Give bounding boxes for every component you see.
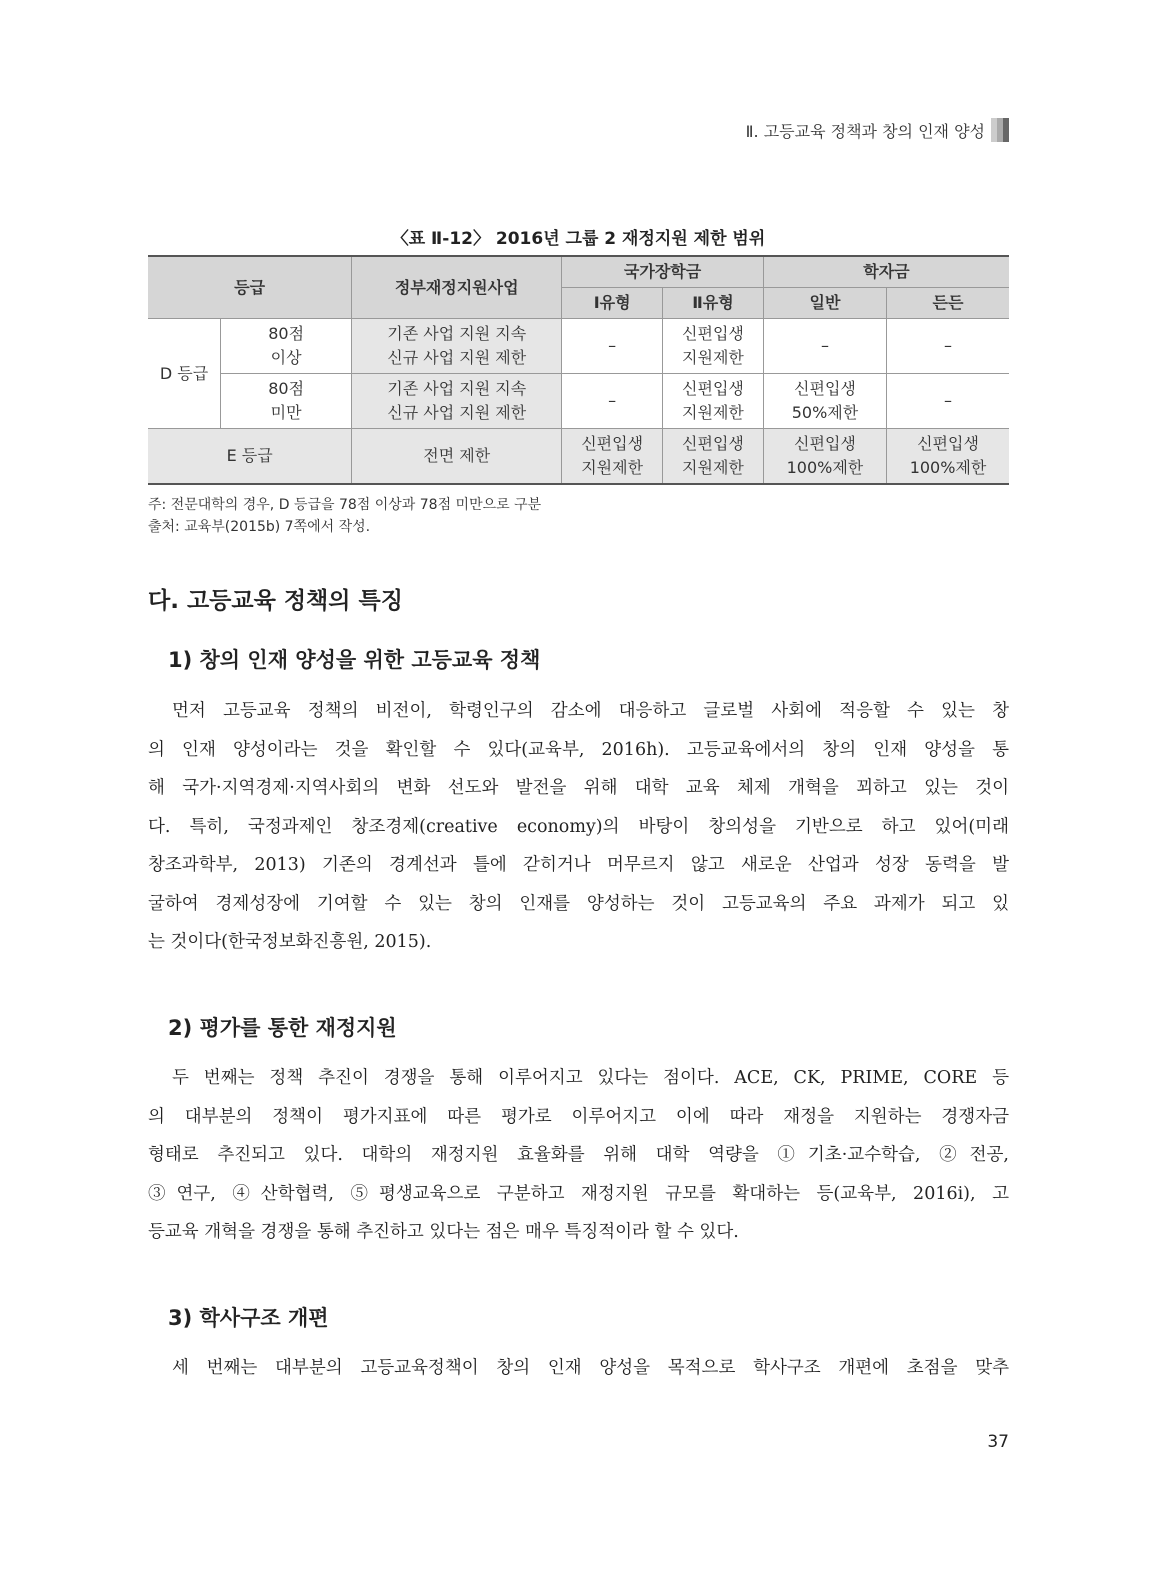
header-bar-decoration bbox=[991, 118, 1009, 142]
cell: – bbox=[562, 374, 663, 429]
cell bbox=[221, 319, 352, 374]
cell: – bbox=[887, 374, 1009, 429]
cell-line: 지원제한 bbox=[682, 403, 744, 422]
cell-line: 신편입생 bbox=[682, 434, 744, 453]
cell bbox=[663, 319, 764, 374]
cell-line: 지원제한 bbox=[581, 458, 644, 477]
cell bbox=[352, 319, 562, 374]
text-line: 해 국가·지역경제·지역사회의 변화 선도와 발전을 위해 대학 교육 체제 개혁을 꾀하고 있는 것이 bbox=[148, 778, 1009, 798]
d-grade-cell: D 등급 bbox=[148, 319, 221, 429]
text-line: 의 인재 양성이라는 것을 확인할 수 있다(교육부, 2016h). 고등교육에서의 창의 인재 양성을 통 bbox=[148, 739, 1009, 760]
running-header-text: Ⅱ. 고등교육 정책과 창의 인재 양성 bbox=[745, 121, 985, 141]
cell-line: 신규 사업 지원 제한 bbox=[387, 403, 527, 422]
text-line: 굴하여 경제성장에 기여할 수 있는 창의 인재를 양성하는 것이 고등교육의 주요 과제가 되고 있 bbox=[148, 893, 1009, 914]
cell bbox=[763, 429, 886, 485]
text-line: ③연구, ④산학협력, ⑤평생교육으로 구분하고 재정지원 규모를 확대하는 등(교육부, 2016i), 고 bbox=[148, 1183, 1009, 1204]
table-row bbox=[148, 319, 1009, 374]
cell-line: 80점 bbox=[268, 379, 305, 398]
table-source: 출처: 교육부(2015b) 7쪽에서 작성. bbox=[148, 519, 371, 535]
funding-restriction-table bbox=[148, 255, 1009, 485]
cell-line: 신편입생 bbox=[581, 434, 644, 453]
text-line: 창조과학부, 2013) 기존의 경계선과 틀에 갇히거나 머무르지 않고 새로운 산업과 성장 동력을 발 bbox=[148, 855, 1009, 875]
cell-line: 미만 bbox=[270, 403, 302, 422]
running-header bbox=[746, 118, 1009, 142]
text-line: 등교육 개혁을 경쟁을 통해 추진하고 있다는 점은 매우 특징적이라 할 수 있다. bbox=[148, 1222, 739, 1242]
cell-line: 지원제한 bbox=[682, 348, 744, 367]
text-line: 세 번째는 대부분의 고등교육정책이 창의 인재 양성을 목적으로 학사구조 개편에 초점을 맞추 bbox=[172, 1358, 1009, 1378]
table-notes bbox=[148, 494, 541, 538]
cell-line: 신편입생 bbox=[794, 434, 856, 453]
cell-line: 50%제한 bbox=[791, 403, 859, 422]
table-note: 주: 전문대학의 경우, D 등급을 78점 이상과 78점 미만으로 구분 bbox=[148, 497, 542, 513]
cell-line: 지원제한 bbox=[682, 458, 744, 477]
section-title: 다. 고등교육 정책의 특징 bbox=[148, 588, 403, 614]
table-caption: 〈표 Ⅱ-12〉 2016년 그룹 2 재정지원 제한 범위 bbox=[391, 229, 766, 249]
cell bbox=[663, 429, 764, 485]
paragraph bbox=[148, 692, 1009, 962]
cell bbox=[562, 429, 663, 485]
cell: – bbox=[887, 319, 1009, 374]
cell-line: 신편입생 bbox=[917, 434, 979, 453]
paragraph bbox=[148, 1059, 1009, 1252]
e-grade-cell: E 등급 bbox=[148, 429, 352, 485]
table-row bbox=[148, 374, 1009, 429]
cell-line: 100%제한 bbox=[909, 458, 987, 477]
subsection-title: 2) 평가를 통한 재정지원 bbox=[168, 1016, 397, 1040]
text-line: 형태로 추진되고 있다. 대학의 재정지원 효율화를 위해 대학 역량을 ①기초·교수학습, ②전공, bbox=[148, 1145, 1009, 1165]
header-type1: Ⅰ유형 bbox=[562, 288, 663, 319]
header-loan: 학자금 bbox=[763, 256, 1009, 288]
text-line: 두 번째는 정책 추진이 경쟁을 통해 이루어지고 있다는 점이다. ACE, CK, PRIME, CORE 등 bbox=[172, 1068, 1009, 1088]
cell: – bbox=[763, 319, 886, 374]
text-line: 먼저 고등교육 정책의 비전이, 학령인구의 감소에 대응하고 글로벌 사회에 적응할 수 있는 창 bbox=[172, 701, 1009, 721]
cell: 전면 제한 bbox=[352, 429, 562, 485]
subsection-title: 1) 창의 인재 양성을 위한 고등교육 정책 bbox=[168, 648, 541, 672]
cell-line: 100%제한 bbox=[786, 458, 864, 477]
page-number: 37 bbox=[987, 1432, 1009, 1452]
cell-line: 신규 사업 지원 제한 bbox=[387, 348, 527, 367]
cell-line: 80점 bbox=[268, 324, 305, 343]
header-type2: Ⅱ유형 bbox=[663, 288, 764, 319]
cell bbox=[221, 374, 352, 429]
cell-line: 신편입생 bbox=[682, 379, 744, 398]
paragraph bbox=[148, 1349, 1009, 1388]
text-line: 의 대부분의 정책이 평가지표에 따른 평가로 이루어지고 이에 따라 재정을 지원하는 경쟁자금 bbox=[148, 1106, 1009, 1127]
subsection-title: 3) 학사구조 개편 bbox=[168, 1306, 329, 1330]
header-gov: 정부재정지원사업 bbox=[352, 256, 562, 319]
cell-line: 기존 사업 지원 지속 bbox=[387, 324, 527, 343]
text-line: 는 것이다(한국정보화진흥원, 2015). bbox=[148, 932, 432, 952]
cell-line: 신편입생 bbox=[794, 379, 856, 398]
header-grade: 등급 bbox=[148, 256, 352, 319]
cell-line: 이상 bbox=[270, 348, 302, 367]
cell bbox=[663, 374, 764, 429]
header-dd: 든든 bbox=[887, 288, 1009, 319]
cell-line: 기존 사업 지원 지속 bbox=[387, 379, 527, 398]
header-general: 일반 bbox=[763, 288, 886, 319]
cell bbox=[763, 374, 886, 429]
table-row bbox=[148, 429, 1009, 485]
text-line: 다. 특히, 국정과제인 창조경제(creative economy)의 바탕이 창의성을 기반으로 하고 있어(미래 bbox=[148, 816, 1009, 837]
cell bbox=[887, 429, 1009, 485]
cell bbox=[352, 374, 562, 429]
cell-line: 신편입생 bbox=[682, 324, 744, 343]
header-national: 국가장학금 bbox=[562, 256, 764, 288]
cell: – bbox=[562, 319, 663, 374]
